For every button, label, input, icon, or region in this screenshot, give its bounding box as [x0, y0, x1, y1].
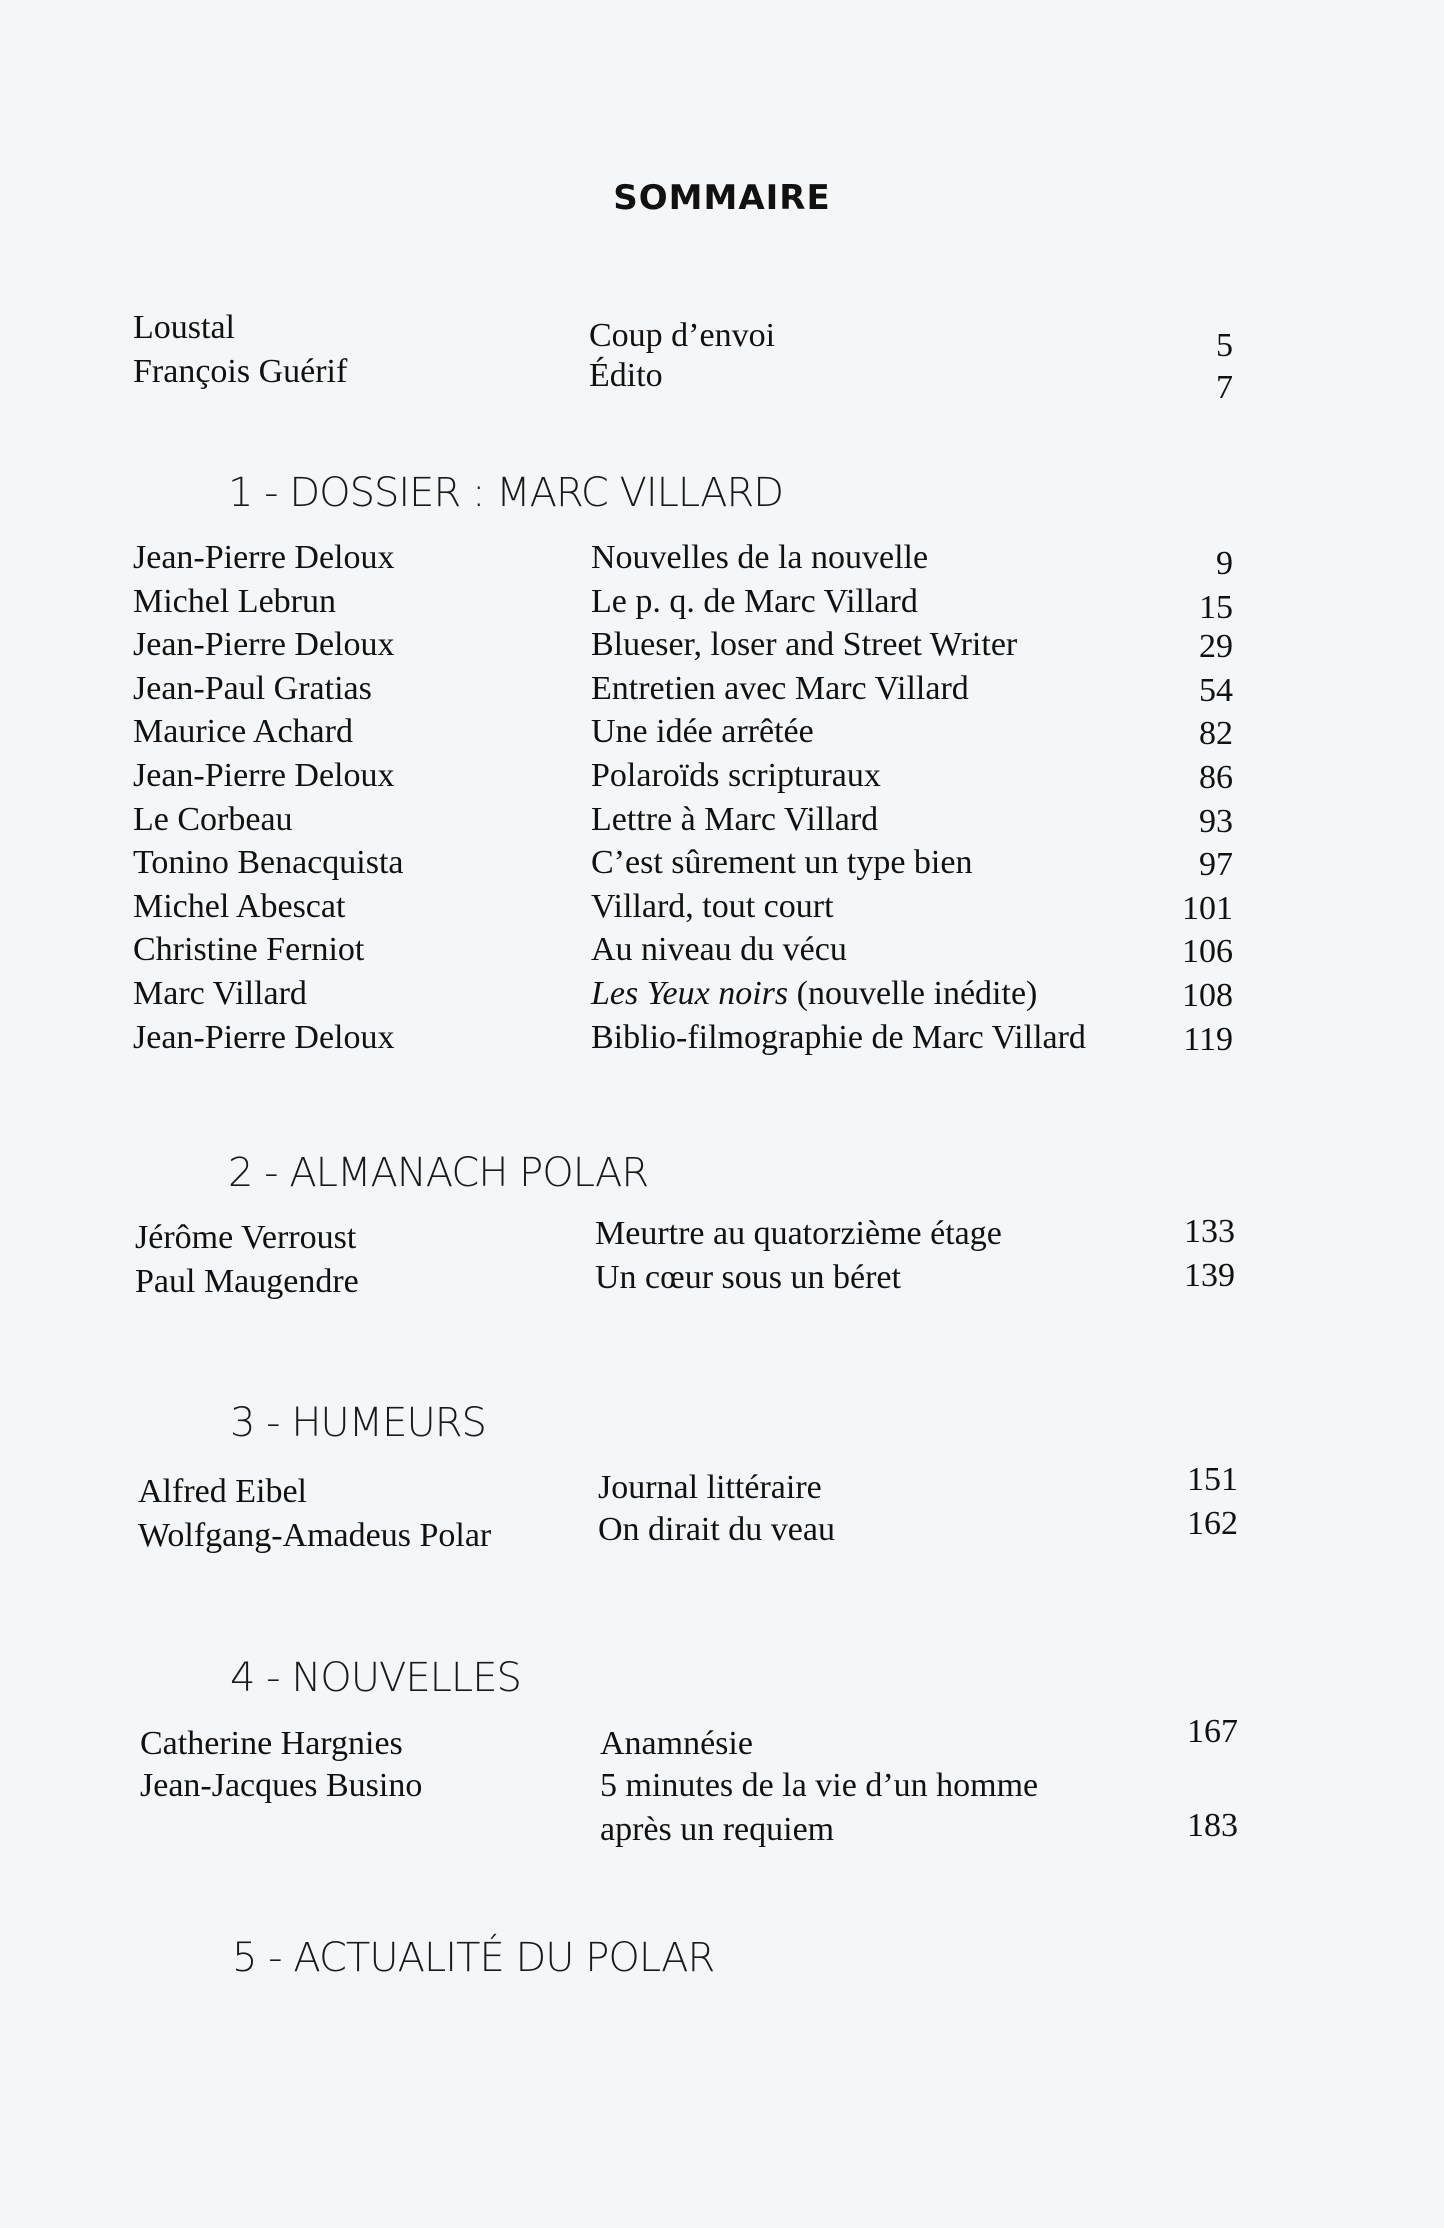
- entry-title: Polaroïds scripturaux: [591, 757, 881, 794]
- toc-entry: [133, 1016, 1263, 1060]
- entry-page: 151: [1187, 1461, 1238, 1498]
- toc-entry: [133, 350, 1263, 406]
- toc-entry: [133, 580, 1263, 624]
- entry-page: 54: [1199, 671, 1233, 709]
- entry-author: Jean-Pierre Deloux: [133, 626, 395, 664]
- entry-author: François Guérif: [133, 353, 348, 390]
- entry-title-italic: Les Yeux noirs: [591, 975, 789, 1012]
- section-heading: 1 - DOSSIER : MARC VILLARD: [228, 470, 784, 516]
- entry-author: Jean-Paul Gratias: [133, 669, 372, 707]
- entry-title: [591, 972, 1037, 1016]
- entry-author: Michel Lebrun: [133, 582, 336, 620]
- entry-author: Paul Maugendre: [135, 1263, 359, 1300]
- entry-author: Catherine Hargnies: [140, 1725, 403, 1762]
- entry-page: 183: [1187, 1807, 1238, 1844]
- entry-page: 7: [1216, 369, 1233, 406]
- entry-page: 108: [1182, 977, 1233, 1014]
- entry-author: Wolfgang-Amadeus Polar: [138, 1517, 492, 1554]
- entry-author: Le Corbeau: [133, 800, 293, 838]
- entry-page: 97: [1199, 846, 1233, 884]
- entry-author: Jean-Pierre Deloux: [133, 1018, 395, 1056]
- entry-title: Nouvelles de la nouvelle: [591, 539, 929, 576]
- section-heading: 3 - HUMEURS: [230, 1400, 486, 1446]
- entry-title: Une idée arrêtée: [591, 713, 814, 751]
- page-title: SOMMAIRE: [613, 178, 831, 218]
- toc-entry: [133, 885, 1263, 929]
- entry-title: Journal littéraire: [598, 1469, 822, 1506]
- entry-author: Jérôme Verroust: [135, 1219, 357, 1256]
- toc-entry: [133, 710, 1263, 754]
- entry-page: 86: [1199, 759, 1233, 796]
- entry-title: Édito: [589, 357, 663, 394]
- entry-page: 133: [1184, 1213, 1235, 1250]
- entry-author: Loustal: [133, 309, 235, 346]
- entry-page: 29: [1199, 628, 1233, 666]
- toc-entry: [133, 754, 1263, 798]
- entry-author: Jean-Pierre Deloux: [133, 757, 395, 794]
- entry-title: Meurtre au quatorzième étage: [595, 1215, 1002, 1252]
- entry-author: Jean-Jacques Busino: [140, 1767, 423, 1804]
- entry-title: Biblio-filmographie de Marc Villard: [591, 1018, 1086, 1056]
- entry-author: Maurice Achard: [133, 713, 353, 751]
- toc-entry: [133, 798, 1263, 842]
- entry-title: C’est sûrement un type bien: [591, 844, 973, 882]
- toc-entry: [133, 841, 1263, 885]
- entry-page: 139: [1184, 1257, 1235, 1294]
- entry-author: Alfred Eibel: [138, 1473, 307, 1510]
- entry-title: Anamnésie: [600, 1725, 753, 1762]
- entry-title: Entretien avec Marc Villard: [591, 669, 969, 707]
- toc-entry: [138, 1505, 1268, 1558]
- entry-page: 82: [1199, 715, 1233, 753]
- entry-page: 106: [1182, 933, 1233, 971]
- toc-entry: [133, 972, 1263, 1016]
- toc-entry: [133, 536, 1263, 580]
- section-heading: 2 - ALMANACH POLAR: [228, 1150, 649, 1196]
- entry-title: Villard, tout court: [591, 887, 834, 925]
- toc-entry: [135, 1257, 1265, 1304]
- entry-author: Tonino Benacquista: [133, 844, 404, 882]
- entry-title: Le p. q. de Marc Villard: [591, 582, 918, 620]
- entry-title-line2: après un requiem: [600, 1811, 835, 1848]
- entry-title: Lettre à Marc Villard: [591, 800, 879, 838]
- entry-title: Blueser, loser and Street Writer: [591, 626, 1018, 664]
- entry-page: 15: [1199, 588, 1233, 626]
- entry-page: 167: [1187, 1713, 1238, 1750]
- toc-entry: [135, 1213, 1265, 1260]
- entry-page: 93: [1199, 802, 1233, 840]
- entry-title: Un cœur sous un béret: [595, 1259, 901, 1296]
- entry-title-rest: (nouvelle inédite): [788, 975, 1038, 1012]
- section-heading: 4 - NOUVELLES: [230, 1655, 521, 1701]
- entry-author: Christine Ferniot: [133, 931, 365, 969]
- toc-entry: [140, 1713, 1270, 1766]
- entry-page: 5: [1216, 327, 1233, 364]
- section-heading: 5 - ACTUALITÉ DU POLAR: [232, 1935, 715, 1981]
- entry-page: 101: [1182, 889, 1233, 927]
- toc-entry: [133, 667, 1263, 711]
- entry-page: 119: [1183, 1020, 1233, 1058]
- entry-author: Jean-Pierre Deloux: [133, 539, 395, 576]
- toc-entry: [133, 928, 1263, 972]
- toc-entry: [133, 306, 1263, 364]
- entry-title: On dirait du veau: [598, 1511, 835, 1548]
- entry-title: 5 minutes de la vie d’un homme: [600, 1767, 1039, 1804]
- entry-title: Au niveau du vécu: [591, 931, 847, 969]
- entry-page: 162: [1187, 1505, 1238, 1542]
- entry-page: 9: [1216, 545, 1233, 582]
- toc-entry: [140, 1764, 1270, 1854]
- toc-entry: [133, 623, 1263, 667]
- entry-author: Michel Abescat: [133, 887, 346, 925]
- entry-title: Coup d’envoi: [589, 317, 776, 354]
- entry-author: Marc Villard: [133, 975, 307, 1012]
